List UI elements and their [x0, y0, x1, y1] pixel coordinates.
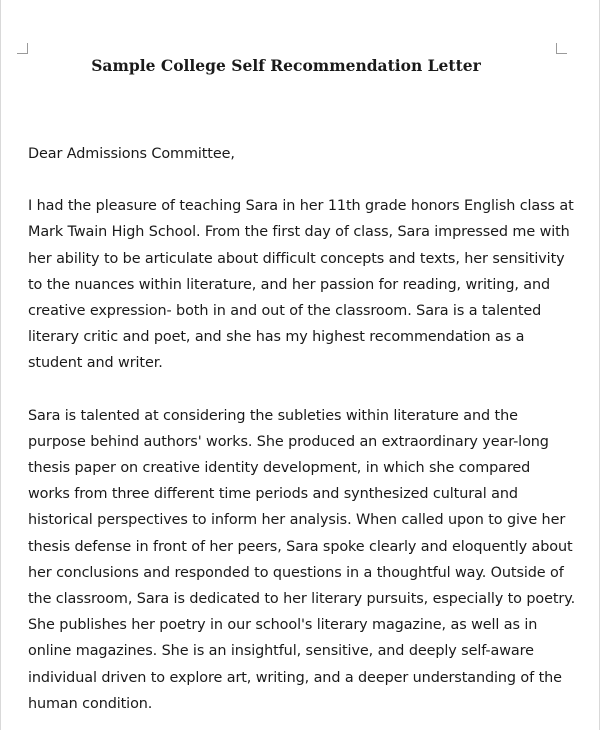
paragraph-2: Sara is talented at considering the subleties within literature and the purpose behind authors' works. She produced an extraordinary year-long thesis paper on creative identity development, in which she compared works from three different time periods and synthesized cultural and historical perspectives to inform her analysis. When called upon to give her thesis defense in front of her peers, Sara spoke clearly and eloquently about her conclusions and responded to questions in a thoughtful way. Outside of the classroom, Sara is dedicated to her literary pursuits, especially to poetry. She publishes her poetry in our school's literary magazine, as well as in online magazines. She is an insightful, sensitive, and deeply self-aware individual driven to explore art, writing, and a deeper understanding of the human condition.	[28, 407, 576, 712]
margin-corner-top-right	[556, 43, 567, 54]
document-title: Sample College Self Recommendation Letter	[91, 56, 481, 75]
letter-body	[28, 141, 576, 730]
margin-corner-top-left	[17, 43, 28, 54]
paragraph-1: I had the pleasure of teaching Sara in her 11th grade honors English class at Mark Twain High School. From the first day of class, Sara impressed me with her ability to be articulate about difficult concepts and texts, her sensitivity to the nuances within literature, and her passion for reading, writing, and creative expression- both in and out of the classroom. Sara is a talented literary critic and poet, and she has my highest recommendation as a student and writer.	[28, 198, 574, 372]
salutation: Dear Admissions Committee,	[28, 146, 235, 162]
